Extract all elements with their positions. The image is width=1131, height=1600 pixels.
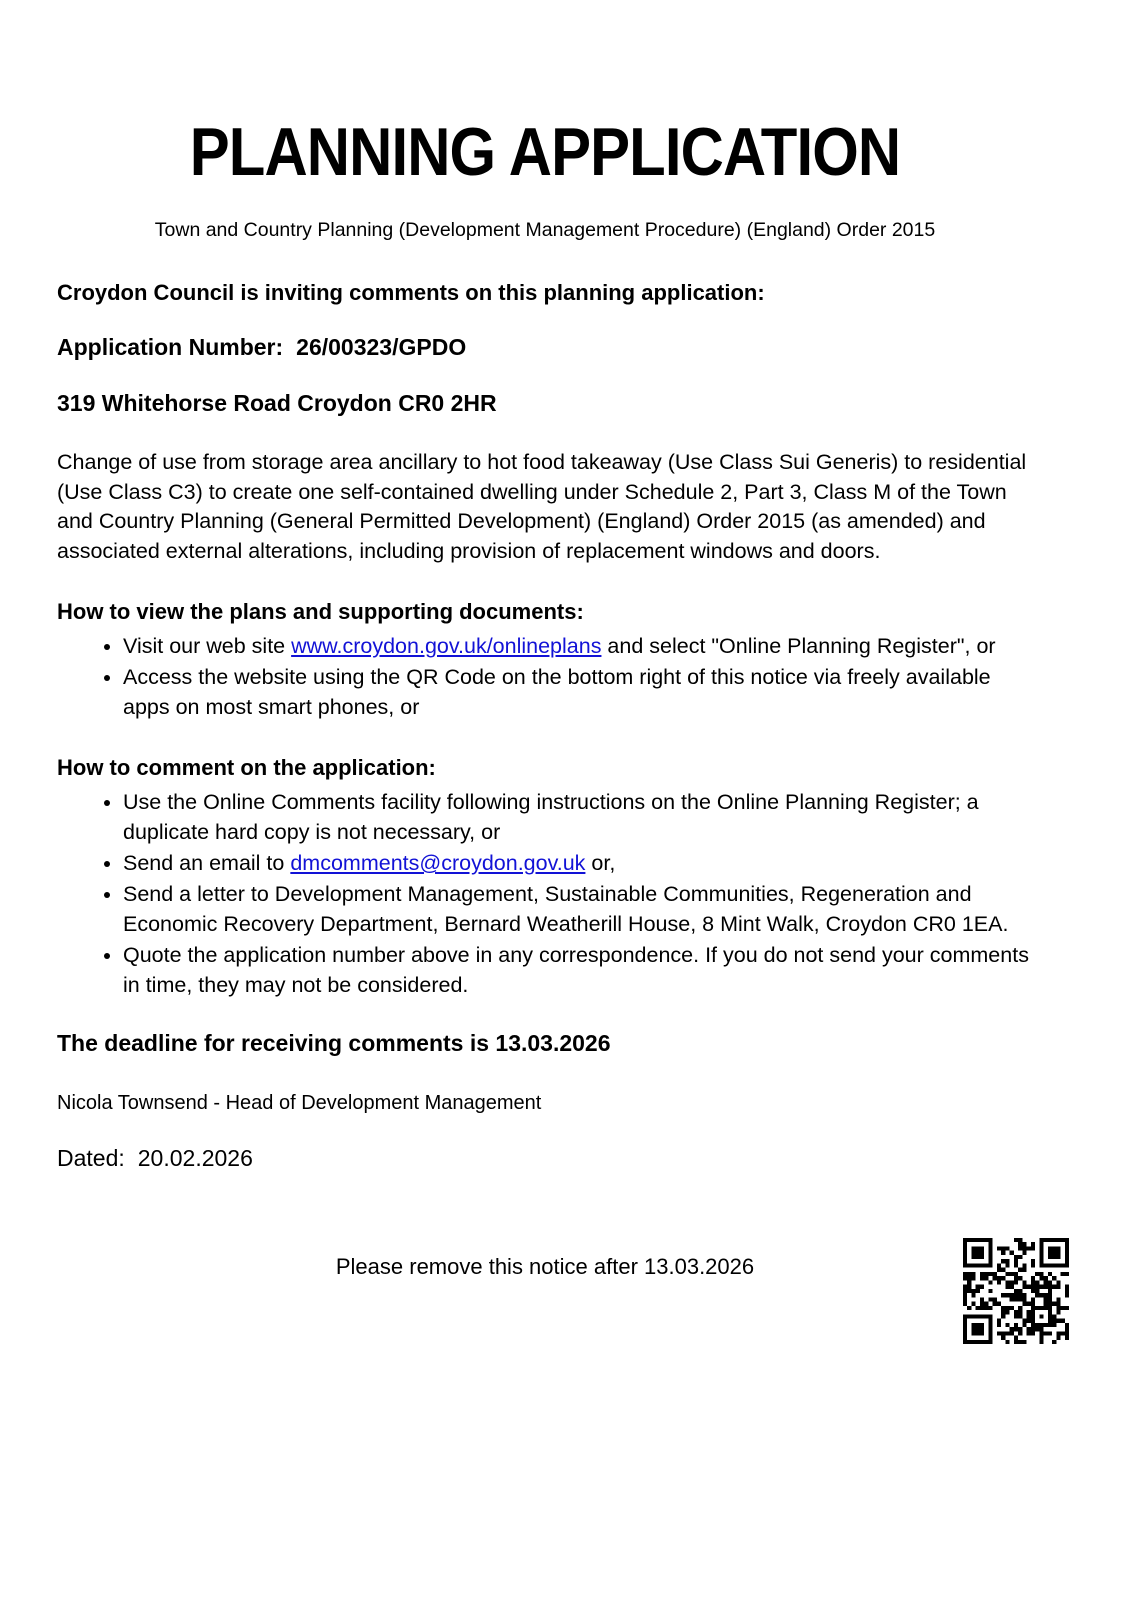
bullet-text: Send an email to	[123, 851, 291, 875]
deadline-statement: The deadline for receiving comments is 13.03.2026	[57, 1030, 611, 1056]
dated-label: Dated:	[57, 1145, 125, 1171]
application-number-label: Application Number:	[57, 334, 284, 360]
application-number-line	[57, 334, 1033, 361]
list-item-send-email	[123, 848, 1033, 878]
comment-heading: How to comment on the application:	[57, 755, 436, 780]
email-link[interactable]: dmcomments@croydon.gov.uk	[290, 851, 586, 875]
application-number-value: 26/00323/GPDO	[296, 334, 467, 360]
dated-value: 20.02.2026	[137, 1145, 253, 1171]
invitation-statement: Croydon Council is inviting comments on this planning application:	[57, 280, 765, 305]
bullet-text: or,	[585, 851, 616, 875]
list-item-online-comments	[123, 787, 1033, 847]
view-methods-list	[57, 631, 1033, 722]
officer-name-title: Nicola Townsend - Head of Development Management	[57, 1092, 542, 1114]
bullet-text: Visit our web site	[123, 634, 292, 658]
list-item-qr-access	[123, 662, 1033, 722]
bullet-text: Use the Online Comments facility following instructions on the Online Planning Register; a duplicate hard copy is not necessary, or	[123, 790, 979, 844]
qr-code-icon	[963, 1238, 1069, 1344]
proposal-description: Change of use from storage area ancillary to hot food takeaway (Use Class Sui Generis) to residential (Use Class C3) to create one self-contained dwelling under Schedule 2, Part 3, Class M of the Town and Country Planning (General Permitted Development) (England) Order 2015 (as amended) and associated external alterations, including provision of replacement windows and doors.	[57, 450, 1027, 563]
online-plans-link[interactable]: www.croydon.gov.uk/onlineplans	[291, 634, 602, 658]
list-item-quote-number	[123, 940, 1033, 1000]
legislation-subtitle: Town and Country Planning (Development Management Procedure) (England) Order 2015	[154, 219, 936, 241]
dated-line	[57, 1144, 1033, 1172]
bullet-text: Quote the application number above in any correspondence. If you do not send your comments in time, they may not be considered.	[123, 943, 1029, 997]
bullet-text: Send a letter to Development Management, Sustainable Communities, Regeneration and Economic Recovery Department, Bernard Weatherill House, 8 Mint Walk, Croydon CR0 1EA.	[123, 882, 1009, 936]
list-item-send-letter	[123, 879, 1033, 939]
comment-methods-list	[57, 787, 1033, 1000]
list-item-visit-website	[123, 631, 1033, 661]
remove-notice-statement: Please remove this notice after 13.03.2026	[335, 1254, 755, 1279]
bullet-text: Access the website using the QR Code on the bottom right of this notice via freely available apps on most smart phones, or	[123, 665, 991, 719]
view-plans-heading: How to view the plans and supporting documents:	[57, 599, 584, 624]
site-address: 319 Whitehorse Road Croydon CR0 2HR	[57, 390, 497, 416]
bullet-text: and select "Online Planning Register", or	[601, 634, 996, 658]
page-title: PLANNING APPLICATION	[189, 114, 901, 190]
